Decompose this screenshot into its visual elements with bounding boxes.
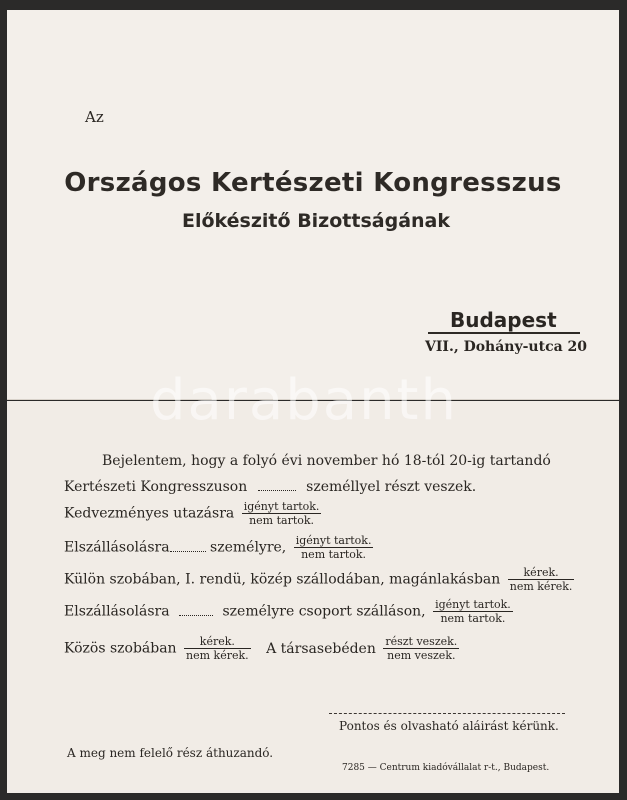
printer-imprint: 7285 — Centrum kiadóvállalat r-t., Budapest. [342,763,550,773]
form-line-3 [64,500,324,527]
form-line-6-text: Elszállásolásra [64,603,170,620]
persons-blank[interactable] [258,480,296,491]
recipient-title: Országos Kertészeti Kongresszus [64,168,562,198]
watermark: darabanth [150,368,459,433]
group-accommodation-choice[interactable] [433,598,513,625]
form-line-4 [64,534,376,561]
recipient-prefix: Az [85,108,104,126]
recipient-city: Budapest [450,308,557,332]
choice-no-ask: nem kérek. [509,580,573,593]
registration-form [7,401,619,793]
choice-ask: kérek. [508,566,575,580]
city-rule [428,332,580,334]
travel-discount-choice[interactable] [242,500,322,527]
form-line-2-text-b: személlyel részt veszek. [306,479,477,495]
form-line-3-text: Kedvezményes utazásra [64,505,235,522]
envelope-front [7,10,619,400]
choice-no-claim: nem tartok. [301,548,367,561]
form-line-7 [64,635,462,662]
form-line-7-text: Közös szobában [64,640,177,657]
shared-room-choice[interactable] [184,635,251,662]
form-line-4-text: Elszállásolásra [64,539,170,556]
form-line-6 [64,598,516,625]
accommodation-choice[interactable] [294,534,374,561]
banquet-choice[interactable] [383,635,459,662]
accommodation-blank[interactable] [170,541,206,552]
signature-note: Pontos és olvasható aláirást kérünk. [339,719,559,733]
form-line-7-text-b: A társasebéden [266,640,376,657]
form-line-4-text-b: személyre, [210,539,287,556]
recipient-subtitle: Előkészitő Bizottságának [182,210,450,232]
choice-not-attend: nem veszek. [387,649,456,662]
choice-claim: igényt tartok. [243,500,320,513]
choice-claim: igényt tartok. [435,598,511,611]
form-line-2-text: Kertészeti Kongresszuson [64,479,248,495]
separate-room-choice[interactable] [508,566,575,593]
choice-claim: igényt tartok. [295,534,372,547]
recipient-address: VII., Dohány-utca 20 [425,339,588,355]
choice-no-ask: nem kérek. [186,649,249,662]
form-line-2 [64,479,476,495]
form-line-1: Bejelentem, hogy a folyó évi november hó 18-tól 20-ig tartandó [102,453,551,469]
signature-line[interactable] [329,713,565,714]
strike-note: A meg nem felelő rész áthuzandó. [67,746,274,760]
form-line-5-text: Külön szobában, I. rendü, közép szállodában, magánlakásban [64,571,501,588]
form-line-6-text-b: személyre csoport szálláson, [222,603,426,620]
form-line-5 [64,566,577,593]
group-accommodation-blank[interactable] [179,605,213,616]
choice-ask: kérek. [184,635,251,649]
choice-no-claim: nem tartok. [440,612,506,625]
choice-attend: részt veszek. [385,635,458,648]
choice-no-claim: nem tartok. [249,514,315,527]
